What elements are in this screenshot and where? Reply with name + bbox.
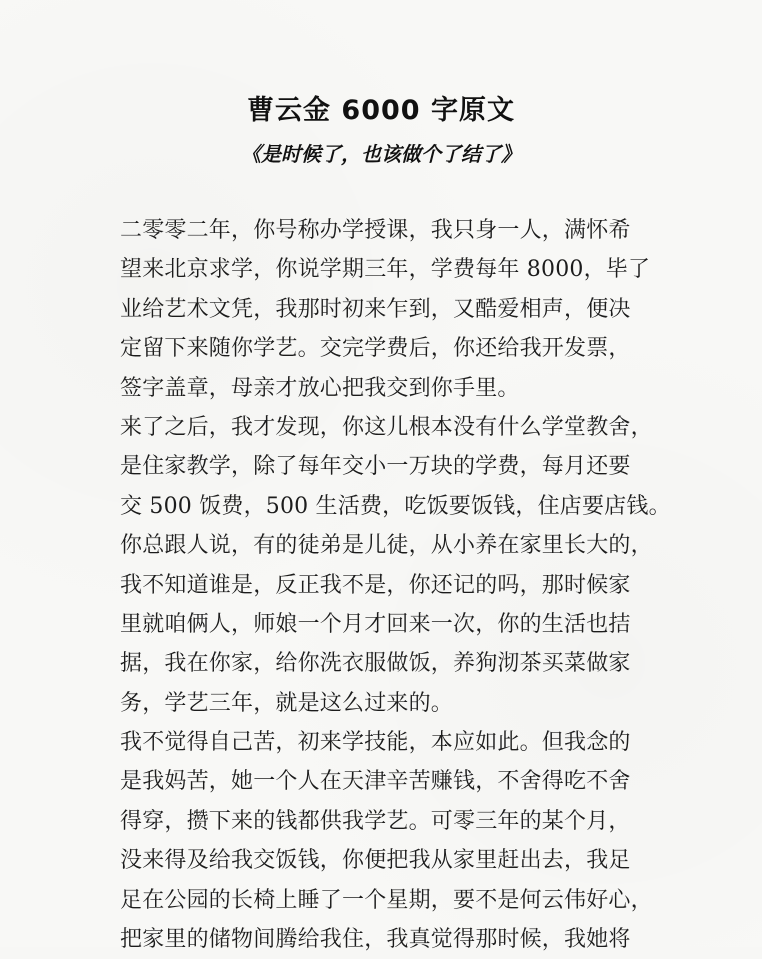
text-line: 业给艺术文凭，我那时初来乍到，又酷爱相声，便决 <box>120 296 631 322</box>
text-line: 我不知道谁是，反正我不是，你还记的吗，那时候家 <box>120 572 631 598</box>
text-line: 定留下来随你学艺。交完学费后，你还给我开发票， <box>120 336 631 362</box>
text-line: 望来北京求学，你说学期三年，学费每年 8000，毕了 <box>120 257 651 283</box>
text-line: 据，我在你家，给你洗衣服做饭，养狗沏茶买菜做家 <box>120 651 631 677</box>
text-line: 签字盖章，母亲才放心把我交到你手里。 <box>120 375 520 401</box>
text-line: 交 500 饭费，500 生活费，吃饭要饭钱，住店要店钱。 <box>120 493 671 519</box>
text-line: 二零零二年，你号称办学授课，我只身一人，满怀希 <box>120 218 631 243</box>
document-title: 曹云金 6000 字原文 <box>247 95 515 126</box>
text-line: 没来得及给我交饭钱，你便把我从家里赶出去，我足 <box>120 848 631 874</box>
document-subtitle: 《是时候了，也该做个了结了》 <box>241 142 521 166</box>
text-line: 我不觉得自己苦，初来学技能，本应如此。但我念的 <box>120 730 631 756</box>
text-line: 来了之后，我才发现，你这儿根本没有什么学堂教舍， <box>120 414 653 440</box>
document-body <box>120 211 671 959</box>
text-line: 是住家教学，除了每年交小一万块的学费，每月还要 <box>120 454 631 480</box>
text-line: 你总跟人说，有的徒弟是儿徒，从小养在家里长大的， <box>120 533 653 559</box>
text-line: 务，学艺三年，就是这么过来的。 <box>120 690 454 716</box>
text-line: 是我妈苦，她一个人在天津辛苦赚钱，不舍得吃不舍 <box>120 769 631 795</box>
text-line: 得穿，攒下来的钱都供我学艺。可零三年的某个月， <box>120 808 631 834</box>
text-line: 把家里的储物间腾给我住，我真觉得那时候，我她将 <box>120 927 631 953</box>
text-line: 足在公园的长椅上睡了一个星期，要不是何云伟好心， <box>120 887 653 913</box>
text-line: 里就咱俩人，师娘一个月才回来一次，你的生活也拮 <box>120 611 631 637</box>
